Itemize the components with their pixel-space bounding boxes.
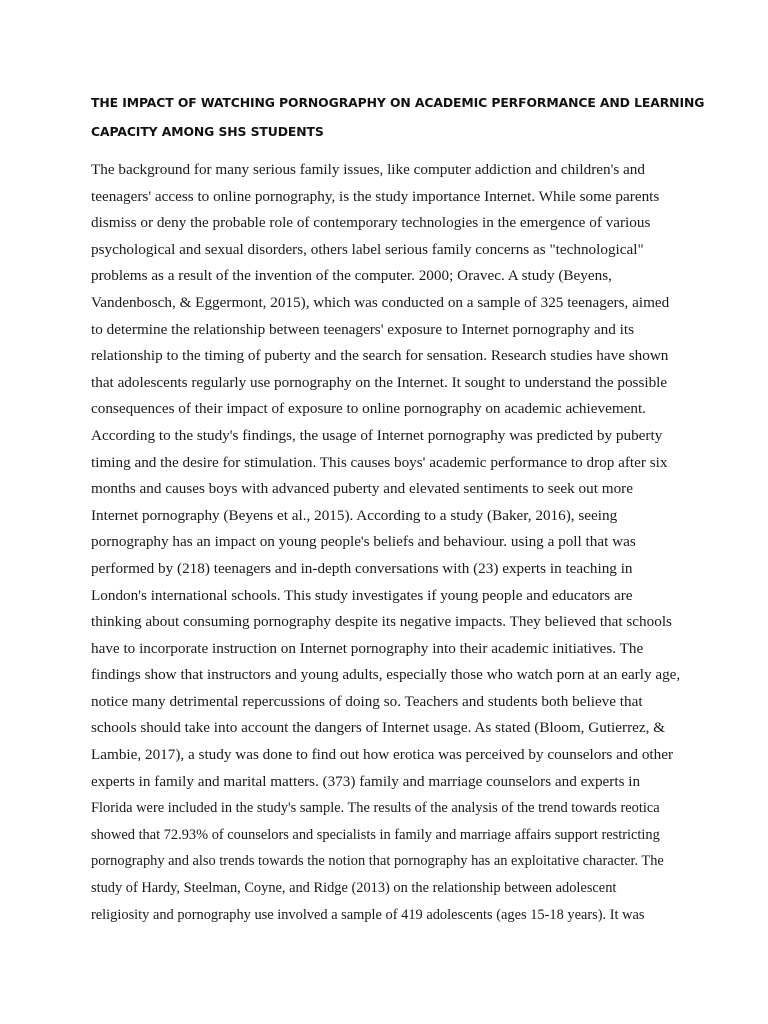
text-line: schools should take into account the dangers of Internet usage. As stated (Bloom, Gutierrez, & bbox=[91, 719, 666, 737]
text-line: that adolescents regularly use pornography on the Internet. It sought to understand the possible bbox=[91, 373, 668, 391]
text-line: Lambie, 2017), a study was done to find out how erotica was perceived by counselors and other bbox=[91, 746, 674, 764]
text-line: pornography has an impact on young people's beliefs and behaviour. using a poll that was bbox=[91, 533, 636, 551]
text-line: months and causes boys with advanced puberty and elevated sentiments to seek out more bbox=[91, 480, 633, 498]
text-line: London's international schools. This study investigates if young people and educators are bbox=[91, 586, 633, 604]
text-line: thinking about consuming pornography despite its negative impacts. They believed that schools bbox=[91, 613, 672, 631]
title-line: CAPACITY AMONG SHS STUDENTS bbox=[91, 124, 324, 139]
text-line: According to the study's findings, the usage of Internet pornography was predicted by puberty bbox=[91, 426, 663, 444]
text-line: dismiss or deny the probable role of contemporary technologies in the emergence of various bbox=[91, 214, 651, 232]
title-line: THE IMPACT OF WATCHING PORNOGRAPHY ON ACADEMIC PERFORMANCE AND LEARNING bbox=[91, 95, 705, 110]
text-line: Internet pornography (Beyens et al., 2015). According to a study (Baker, 2016), seeing bbox=[91, 506, 618, 524]
text-line: timing and the desire for stimulation. This causes boys' academic performance to drop after six bbox=[91, 453, 668, 471]
document-title bbox=[91, 88, 705, 146]
text-line: The background for many serious family issues, like computer addiction and children's and bbox=[91, 161, 645, 178]
text-line: consequences of their impact of exposure to online pornography on academic achievement. bbox=[91, 400, 646, 418]
text-line: problems as a result of the invention of the computer. 2000; Oravec. A study (Beyens, bbox=[91, 267, 612, 285]
text-line: religiosity and pornography use involved a sample of 419 adolescents (ages 15-18 years). It was bbox=[91, 906, 645, 923]
text-line: to determine the relationship between teenagers' exposure to Internet pornography and its bbox=[91, 320, 634, 338]
text-line: notice many detrimental repercussions of doing so. Teachers and students both believe that bbox=[91, 692, 643, 710]
body-paragraph bbox=[91, 157, 691, 928]
text-line: findings show that instructors and young adults, especially those who watch porn at an early age, bbox=[91, 666, 681, 684]
text-line: experts in family and marital matters. (373) family and marriage counselors and experts in bbox=[91, 772, 641, 790]
text-line: Florida were included in the study's sample. The results of the analysis of the trend towards reotica bbox=[91, 800, 660, 817]
text-line: psychological and sexual disorders, others label serious family concerns as "technological" bbox=[91, 240, 644, 258]
text-line: Vandenbosch, & Eggermont, 2015), which was conducted on a sample of 325 teenagers, aimed bbox=[91, 293, 670, 311]
text-line: performed by (218) teenagers and in-depth conversations with (23) experts in teaching in bbox=[91, 559, 633, 577]
text-line: teenagers' access to online pornography, is the study importance Internet. While some parents bbox=[91, 187, 660, 205]
text-line: showed that 72.93% of counselors and specialists in family and marriage affairs support restricting bbox=[91, 826, 660, 843]
text-line: have to incorporate instruction on Internet pornography into their academic initiatives. The bbox=[91, 639, 644, 657]
text-line: relationship to the timing of puberty and the search for sensation. Research studies have shown bbox=[91, 347, 669, 365]
text-line: study of Hardy, Steelman, Coyne, and Ridge (2013) on the relationship between adolescent bbox=[91, 880, 617, 897]
text-line: pornography and also trends towards the notion that pornography has an exploitative character. The bbox=[91, 853, 664, 870]
